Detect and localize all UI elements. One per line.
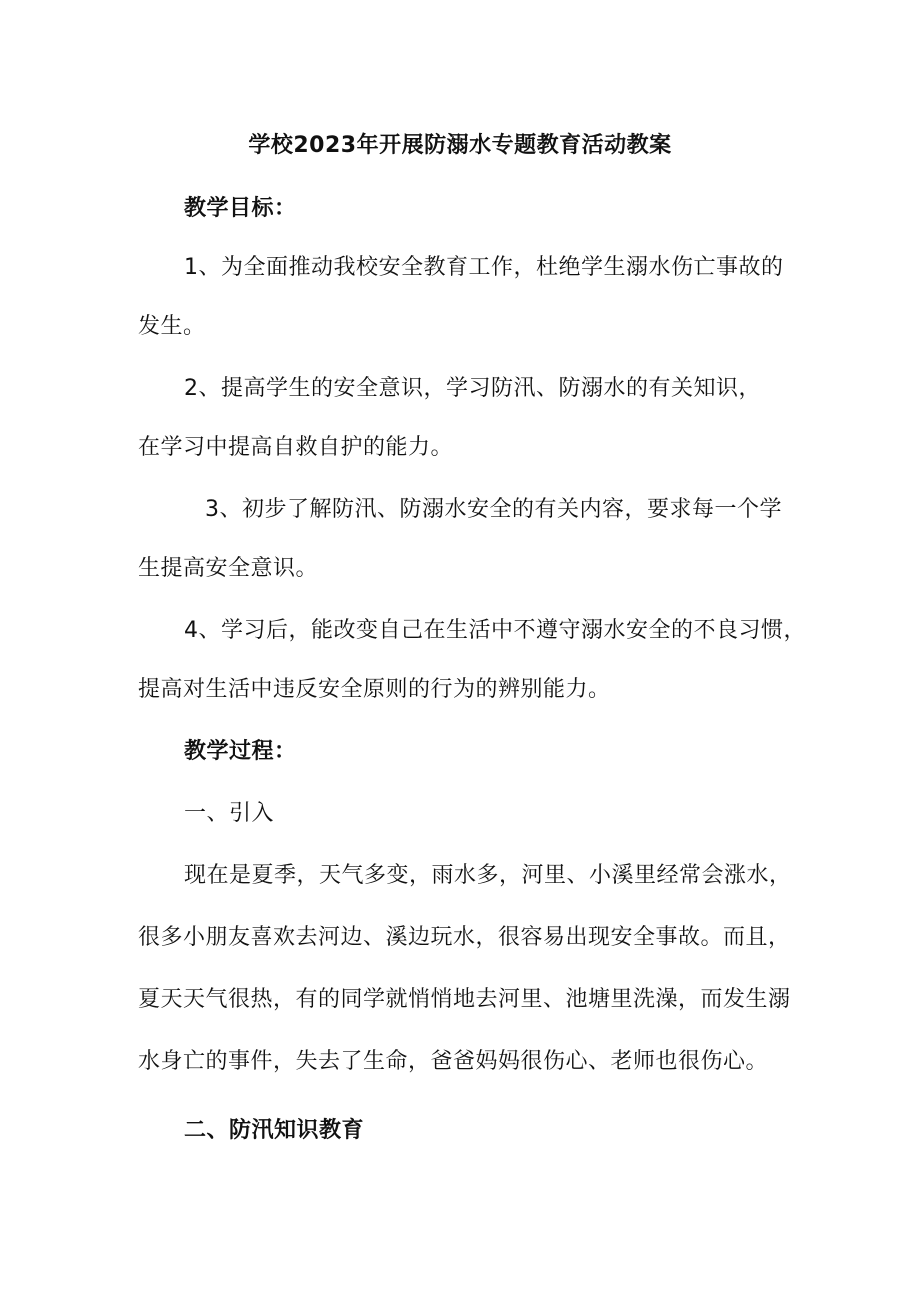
objective-2-line-1: 2、提高学生的安全意识，学习防汛、防溺水的有关知识，: [184, 376, 761, 401]
process-heading: 教学过程：: [184, 739, 297, 764]
objective-2-line-2: 在学习中提高自救自护的能力。: [138, 435, 454, 460]
objective-3-line-2: 生提高安全意识。: [138, 556, 319, 581]
objective-1-line-2: 发生。: [138, 314, 206, 339]
section-1-line-1: 现在是夏季，天气多变，雨水多，河里、小溪里经常会涨水，: [184, 863, 792, 888]
document-title: 学校2023年开展防溺水专题教育活动教案: [248, 133, 672, 158]
section-1-line-3: 夏天天气很热，有的同学就悄悄地去河里、池塘里洗澡，而发生溺: [138, 987, 791, 1012]
section-1-heading: 一、引入: [184, 801, 275, 826]
section-1-line-2: 很多小朋友喜欢去河边、溪边玩水，很容易出现安全事故。而且，: [138, 925, 791, 950]
section-2-heading: 二、防汛知识教育: [184, 1118, 365, 1143]
objectives-heading: 教学目标：: [184, 196, 297, 221]
objective-4-line-1: 4、学习后，能改变自己在生活中不遵守溺水安全的不良习惯，: [184, 618, 806, 643]
objective-4-line-2: 提高对生活中违反安全原则的行为的辨别能力。: [138, 677, 611, 702]
section-1-line-4: 水身亡的事件，失去了生命，爸爸妈妈很伤心、老师也很伤心。: [138, 1049, 769, 1074]
objective-1-line-1: 1、为全面推动我校安全教育工作，杜绝学生溺水伤亡事故的: [184, 255, 784, 280]
objective-3-line-1: 3、初步了解防汛、防溺水安全的有关内容，要求每一个学: [205, 497, 782, 522]
